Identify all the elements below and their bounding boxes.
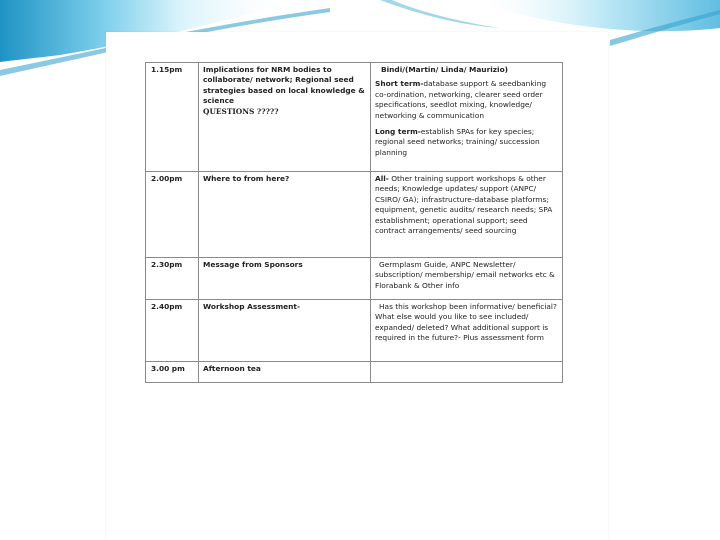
agenda-row: [146, 300, 563, 362]
agenda-details-cell: [371, 300, 563, 362]
short-term-block: [375, 79, 558, 121]
agenda-topic: Message from Sponsors: [203, 260, 303, 269]
agenda-row: [146, 258, 563, 300]
agenda-time: 3.00 pm: [146, 362, 199, 383]
agenda-time: 1.15pm: [146, 63, 199, 172]
agenda-details-cell: [371, 258, 563, 300]
all-text: Other training support workshops & other needs; Knowledge updates/ support (ANPC/ CSIRO/ GA); infrastructure-database platforms; equipment, genetic audits/ research needs; SPA establishment; operational support; seed contract arrangements/ seed sourcing: [375, 174, 553, 236]
agenda-row: [146, 172, 563, 258]
agenda-row: [146, 63, 563, 172]
short-term-text: database support & seedbanking co-ordination, networking, clearer seed order specifications, seedlot mixing, knowledge/ networking & communication: [375, 79, 547, 120]
agenda-time: 2.40pm: [146, 300, 199, 362]
agenda-questions: QUESTIONS ?????: [203, 106, 279, 116]
agenda-topic-cell: [199, 172, 371, 258]
agenda-topic-cell: [199, 63, 371, 172]
all-label: All-: [375, 174, 389, 183]
agenda-details-cell: [371, 63, 563, 172]
agenda-topic: Implications for NRM bodies to collaborate/ network; Regional seed strategies based on local knowledge & science: [203, 65, 365, 106]
long-term-text: establish SPAs for key species; regional seed networks; training/ succession planning: [375, 127, 540, 157]
agenda-topic-cell: [199, 362, 371, 383]
long-term-label: Long term-: [375, 127, 421, 137]
agenda-details: Has this workshop been informative/ beneficial? What else would you like to see included/ expanded/ deleted? What additional support is required in the future?- Plus assessment form: [375, 302, 557, 343]
agenda-details: Germplasm Guide, ANPC Newsletter/ subscription/ membership/ email networks etc & Florabank & Other info: [375, 260, 555, 290]
agenda-row: [146, 362, 563, 383]
agenda-details-cell: [371, 362, 563, 383]
agenda-speakers: Bindi/(Martin/ Linda/ Maurizio): [381, 65, 509, 74]
agenda-table: [145, 62, 563, 383]
agenda-topic: Afternoon tea: [203, 364, 261, 373]
agenda-details-cell: [371, 172, 563, 258]
agenda-topic: Where to from here?: [203, 174, 290, 183]
agenda-time: 2.00pm: [146, 172, 199, 258]
long-term-block: [375, 127, 558, 158]
agenda-topic: Workshop Assessment-: [203, 302, 301, 311]
agenda-topic-cell: [199, 300, 371, 362]
agenda-time: 2.30pm: [146, 258, 199, 300]
short-term-label: Short term-: [375, 79, 424, 89]
agenda-topic-cell: [199, 258, 371, 300]
